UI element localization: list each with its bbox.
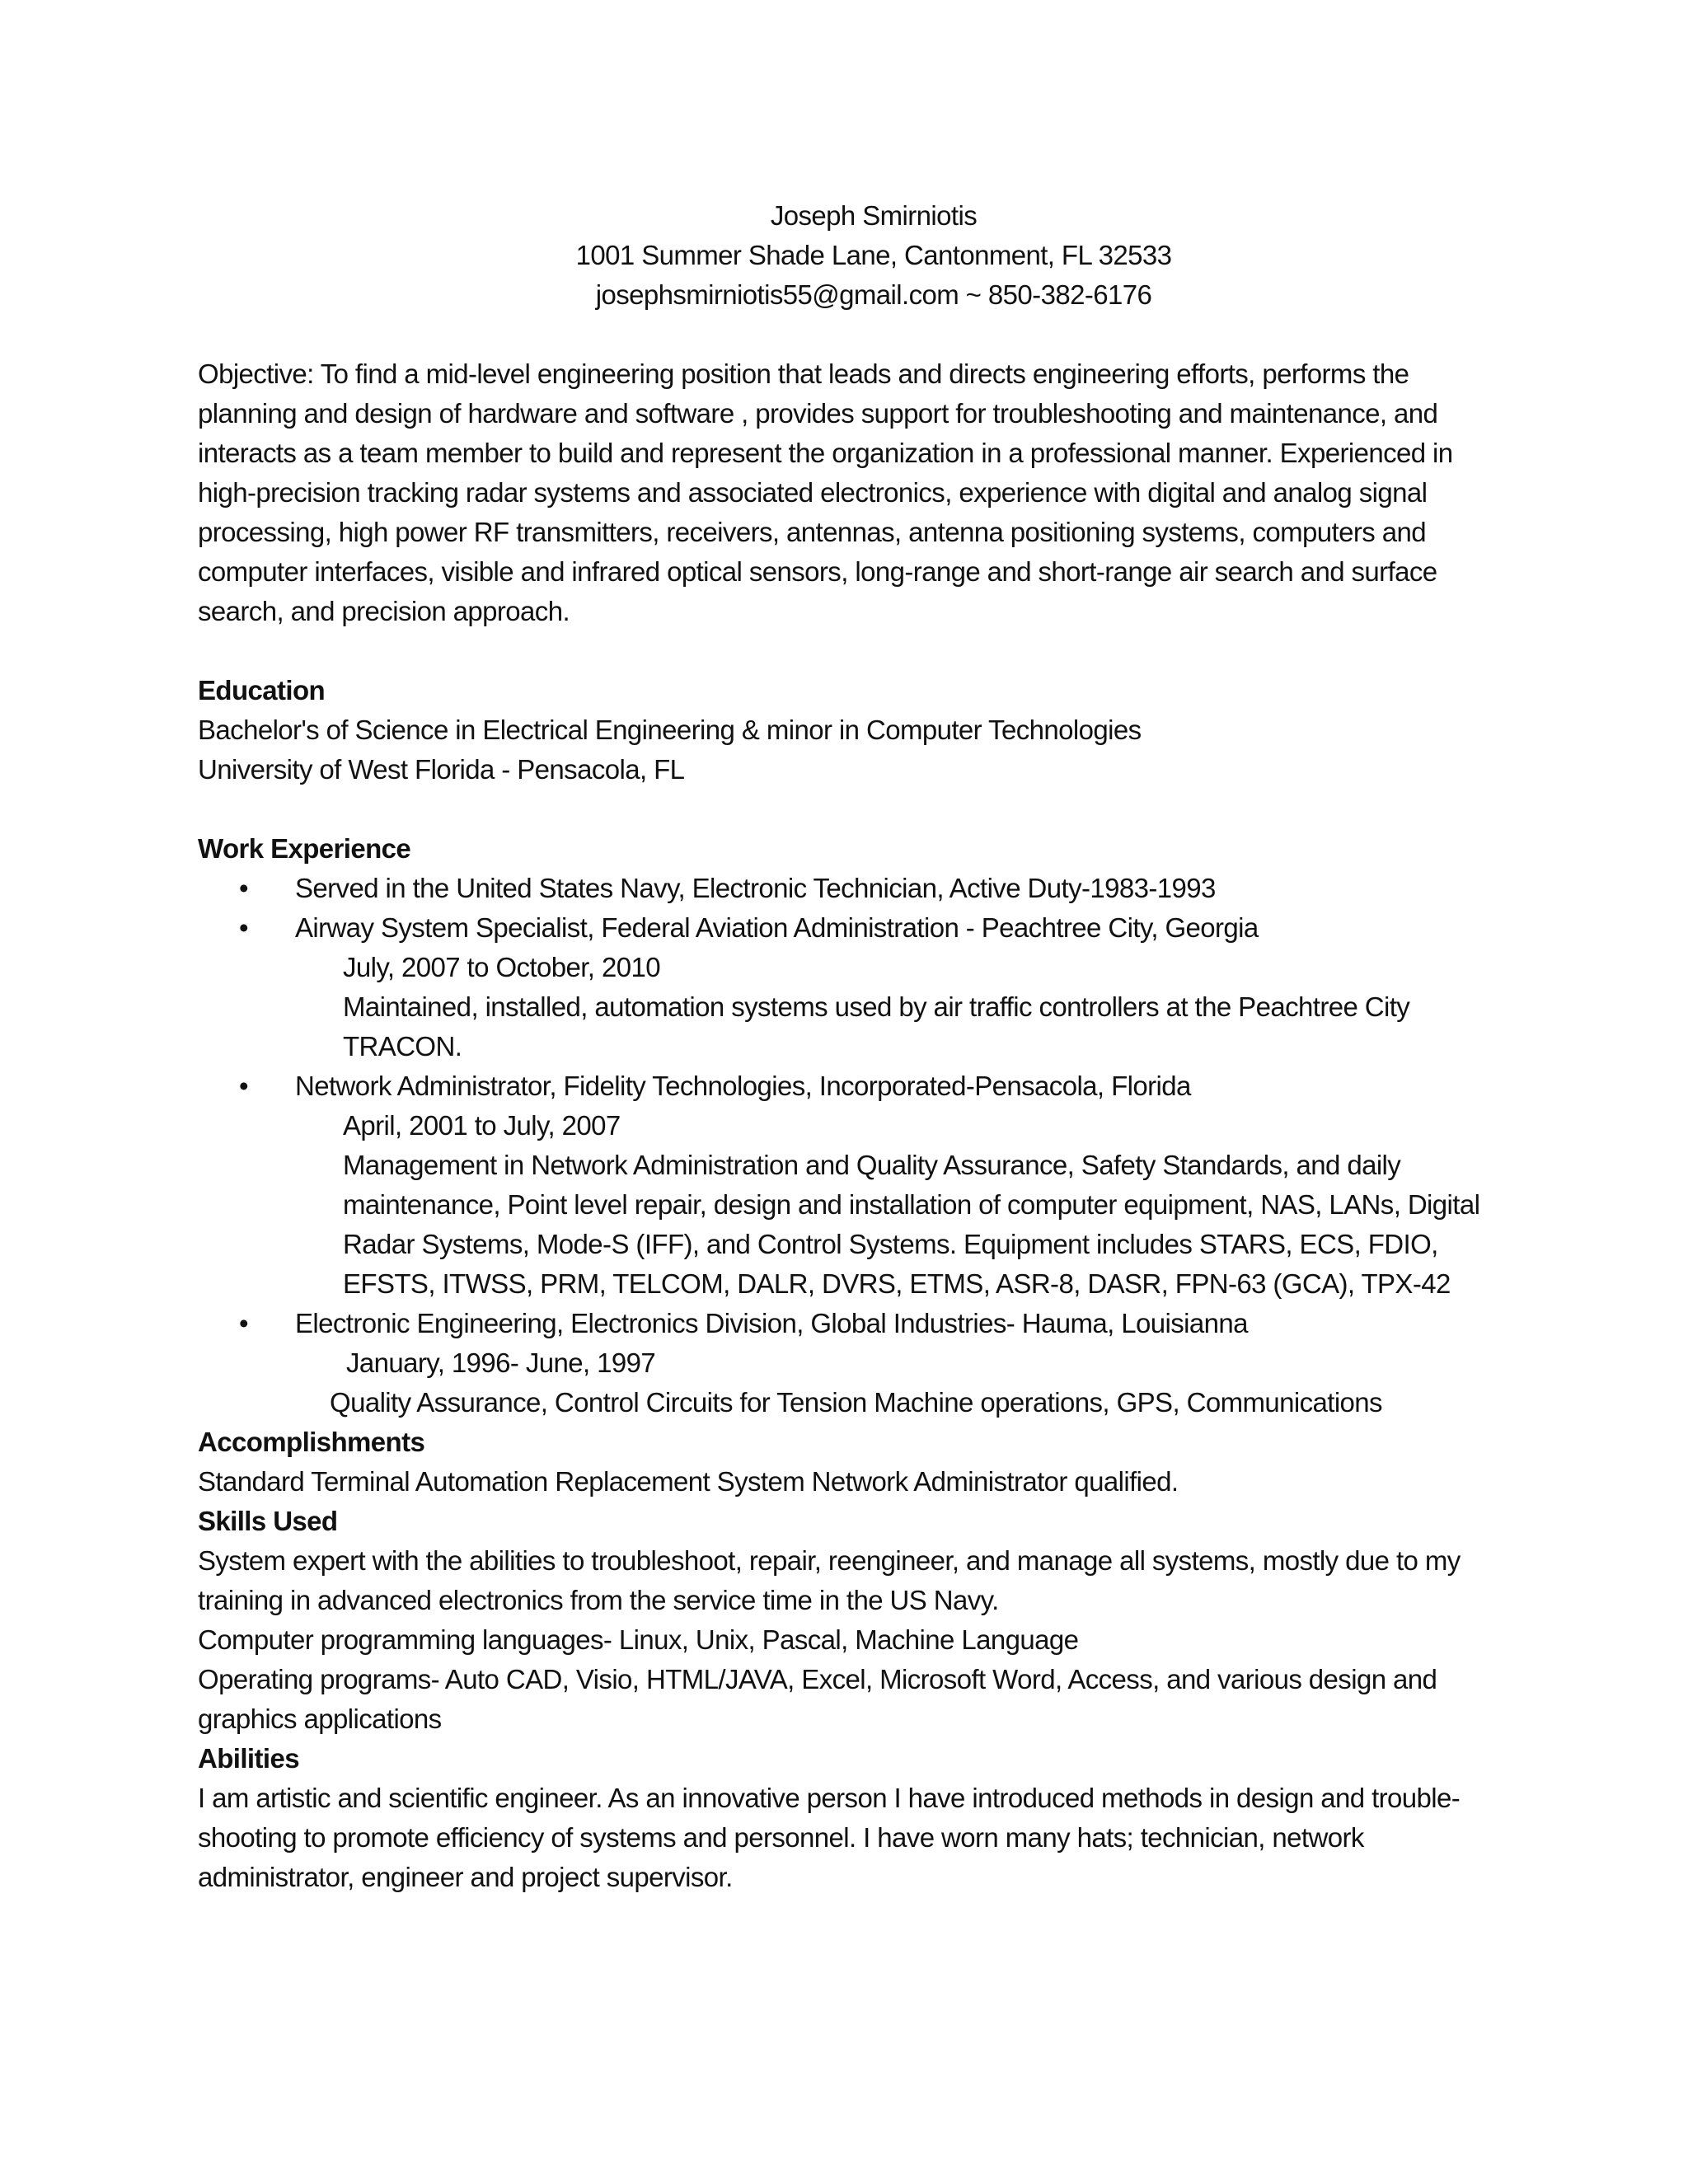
job-title: Airway System Specialist, Federal Aviation Administration - Peachtree City, Georgia <box>295 912 1259 943</box>
education-heading: Education <box>198 675 326 705</box>
applicant-name: Joseph Smirniotis <box>770 200 978 231</box>
work-item-fidelity <box>198 1066 1500 1304</box>
objective-paragraph: Objective: To find a mid-level engineering position that leads and directs engineering efforts, performs the planning and design of hardware and software , provides support for troubleshooting and maintenance, and interacts as a team member to build and represent the organization in a professional manner. Experienced in high-precision tracking radar systems and associated electronics, experience with digital and analog signal processing, high power RF transmitters, receivers, antennas, antenna positioning systems, computers and computer interfaces, visible and infrared optical sensors, long-range and short-range air search and surface search, and precision approach. <box>198 359 1453 626</box>
resume-content <box>198 196 1500 1897</box>
work-experience-heading: Work Experience <box>198 833 411 864</box>
accomplishments-text: Standard Terminal Automation Replacement System Network Administrator qualified. <box>198 1466 1179 1497</box>
education-section <box>198 671 1500 790</box>
bullet-icon: • <box>239 1308 248 1338</box>
job-dates: April, 2001 to July, 2007 <box>343 1110 621 1141</box>
bullet-icon: • <box>239 873 248 903</box>
education-school: University of West Florida - Pensacola, FL <box>198 754 685 785</box>
applicant-address: 1001 Summer Shade Lane, Cantonment, FL 32533 <box>575 240 1172 270</box>
skills-section <box>198 1502 1500 1739</box>
job-dates: January, 1996- June, 1997 <box>346 1347 656 1378</box>
skills-programs: Operating programs- Auto CAD, Visio, HTML/JAVA, Excel, Microsoft Word, Access, and various design and graphics applications <box>198 1664 1437 1734</box>
accomplishments-section <box>198 1422 1500 1502</box>
spacer <box>198 790 1500 829</box>
spacer <box>198 631 1500 671</box>
job-title: Network Administrator, Fidelity Technologies, Incorporated-Pensacola, Florida <box>295 1071 1191 1101</box>
job-title: Electronic Engineering, Electronics Division, Global Industries- Hauma, Louisianna <box>295 1308 1248 1338</box>
work-experience-list <box>198 869 1500 1422</box>
job-title: Served in the United States Navy, Electronic Technician, Active Duty-1983-1993 <box>295 873 1216 903</box>
work-item-global <box>198 1304 1500 1422</box>
work-experience-section <box>198 829 1500 1422</box>
work-item-faa <box>198 908 1500 1066</box>
resume-header <box>0 196 1688 315</box>
abilities-section <box>198 1739 1500 1897</box>
bullet-icon: • <box>239 1071 248 1101</box>
applicant-contact: josephsmirniotis55@gmail.com ~ 850-382-6176 <box>595 279 1152 310</box>
job-description: Management in Network Administration and Quality Assurance, Safety Standards, and daily maintenance, Point level repair, design and installation of computer equipment, NAS, LANs, Digital Radar Systems, Mode-S (IFF), and Control Systems. Equipment includes STARS, ECS, FDIO, EFSTS, ITWSS, PRM, TELCOM, DALR, DVRS, ETMS, ASR-8, DASR, FPN-63 (GCA), TPX-42 <box>343 1150 1480 1299</box>
abilities-heading: Abilities <box>198 1743 299 1774</box>
skills-programming: Computer programming languages- Linux, Unix, Pascal, Machine Language <box>198 1624 1079 1655</box>
abilities-text: I am artistic and scientific engineer. As an innovative person I have introduced methods in design and trouble-shooting to promote efficiency of systems and personnel. I have worn many hats; technician, network administrator, engineer and project supervisor. <box>198 1783 1461 1892</box>
job-description: Maintained, installed, automation systems used by air traffic controllers at the Peachtree City TRACON. <box>343 991 1410 1062</box>
work-item-navy <box>198 869 1500 908</box>
education-degree: Bachelor's of Science in Electrical Engineering & minor in Computer Technologies <box>198 715 1142 745</box>
skills-summary: System expert with the abilities to troubleshoot, repair, reengineer, and manage all systems, mostly due to my training in advanced electronics from the service time in the US Navy. <box>198 1545 1461 1615</box>
job-dates: July, 2007 to October, 2010 <box>343 952 660 982</box>
accomplishments-heading: Accomplishments <box>198 1427 425 1457</box>
skills-heading: Skills Used <box>198 1506 338 1536</box>
bullet-icon: • <box>239 912 248 943</box>
job-description: Quality Assurance, Control Circuits for Tension Machine operations, GPS, Communications <box>330 1387 1382 1418</box>
